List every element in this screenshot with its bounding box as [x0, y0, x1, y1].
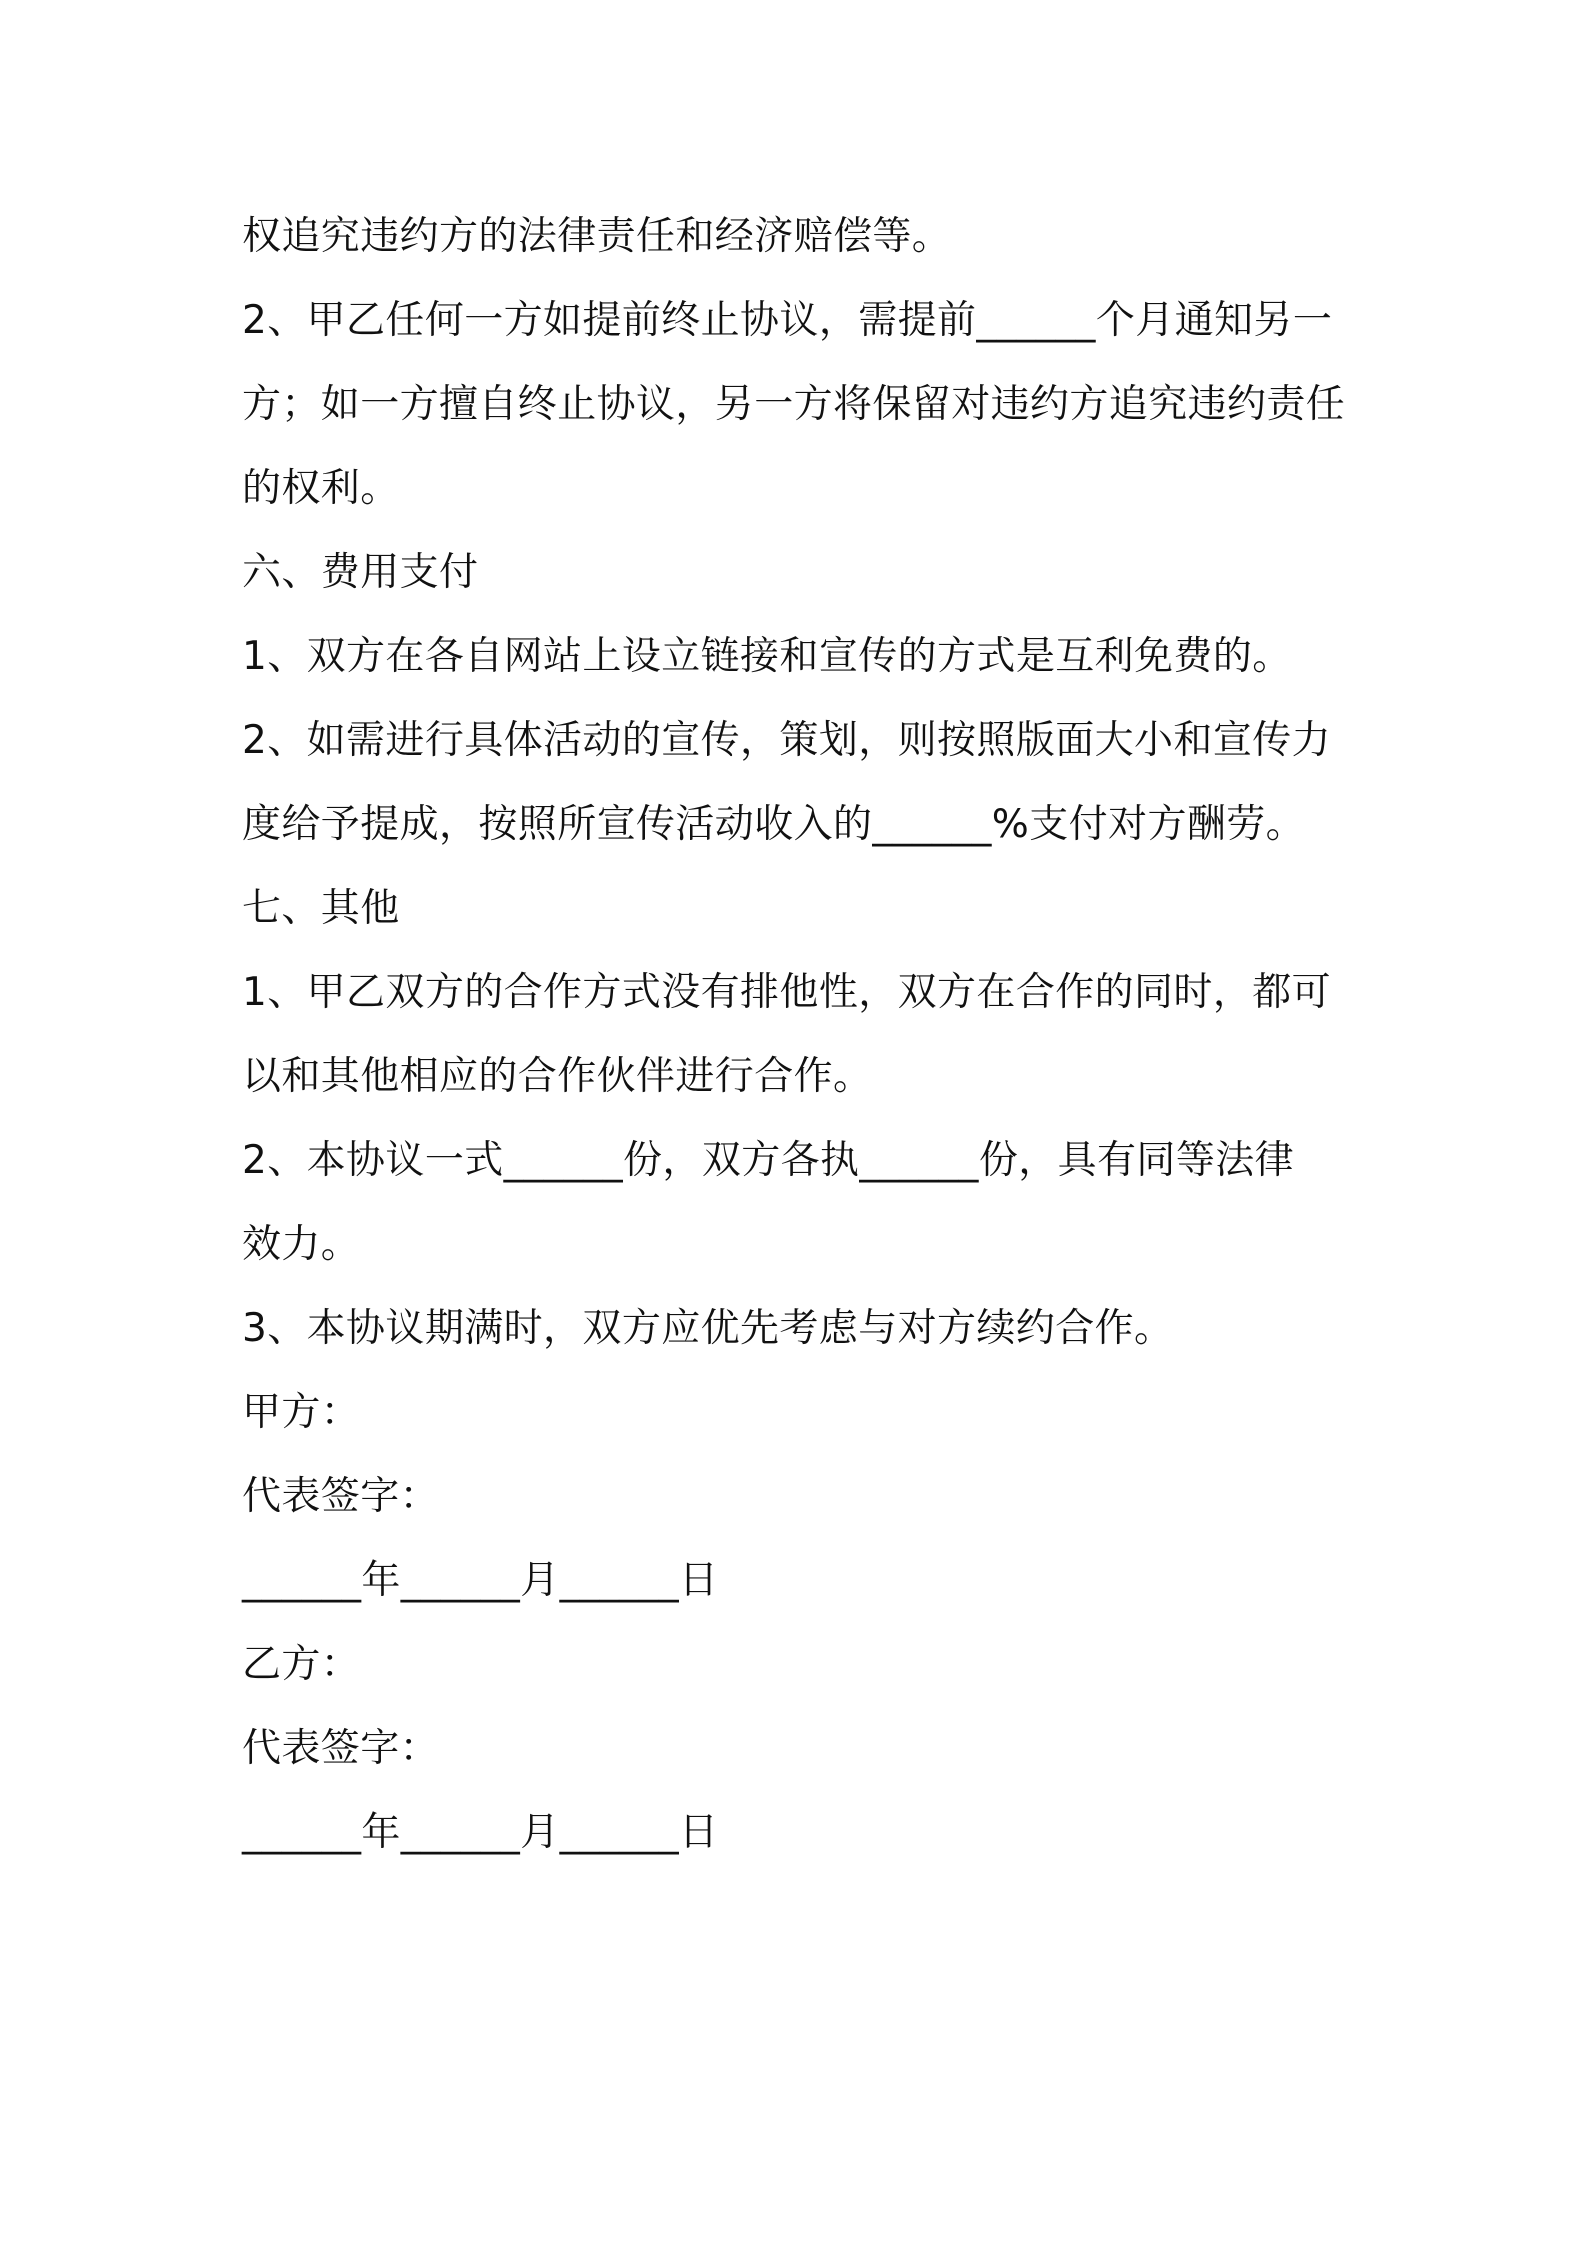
clause-text-line: 权追究违约方的法律责任和经济赔偿等。	[242, 214, 952, 259]
party-a-signature-label: 代表签字：	[242, 1474, 440, 1519]
clause-text-line: 效力。	[242, 1222, 361, 1267]
party-b-date-line: ______年______月______日	[242, 1810, 719, 1855]
clause-text-line: 1、双方在各自网站上设立链接和宣传的方式是互利免费的。	[242, 634, 1292, 679]
section-heading: 六、费用支付	[242, 550, 479, 595]
party-b-label: 乙方：	[242, 1642, 361, 1687]
clause-text-line: 的权利。	[242, 466, 400, 511]
party-b-signature-label: 代表签字：	[242, 1726, 440, 1771]
clause-text-line: 2、如需进行具体活动的宣传，策划，则按照版面大小和宣传力	[242, 718, 1332, 763]
clause-text-line: 1、甲乙双方的合作方式没有排他性，双方在合作的同时，都可	[242, 970, 1332, 1015]
clause-text-line: 方；如一方擅自终止协议，另一方将保留对违约方追究违约责任	[242, 382, 1346, 427]
clause-text-line: 以和其他相应的合作伙伴进行合作。	[242, 1054, 873, 1099]
clause-text-line: 2、甲乙任何一方如提前终止协议，需提前______个月通知另一	[242, 298, 1333, 343]
party-a-date-line: ______年______月______日	[242, 1558, 719, 1603]
section-heading: 七、其他	[242, 886, 400, 931]
party-a-label: 甲方：	[242, 1390, 361, 1435]
document-body	[242, 195, 1352, 1875]
clause-text-line: 3、本协议期满时，双方应优先考虑与对方续约合作。	[242, 1306, 1174, 1351]
clause-text-line: 度给予提成，按照所宣传活动收入的______%支付对方酬劳。	[242, 802, 1306, 847]
clause-text-line: 2、本协议一式______份，双方各执______份，具有同等法律	[242, 1138, 1295, 1183]
